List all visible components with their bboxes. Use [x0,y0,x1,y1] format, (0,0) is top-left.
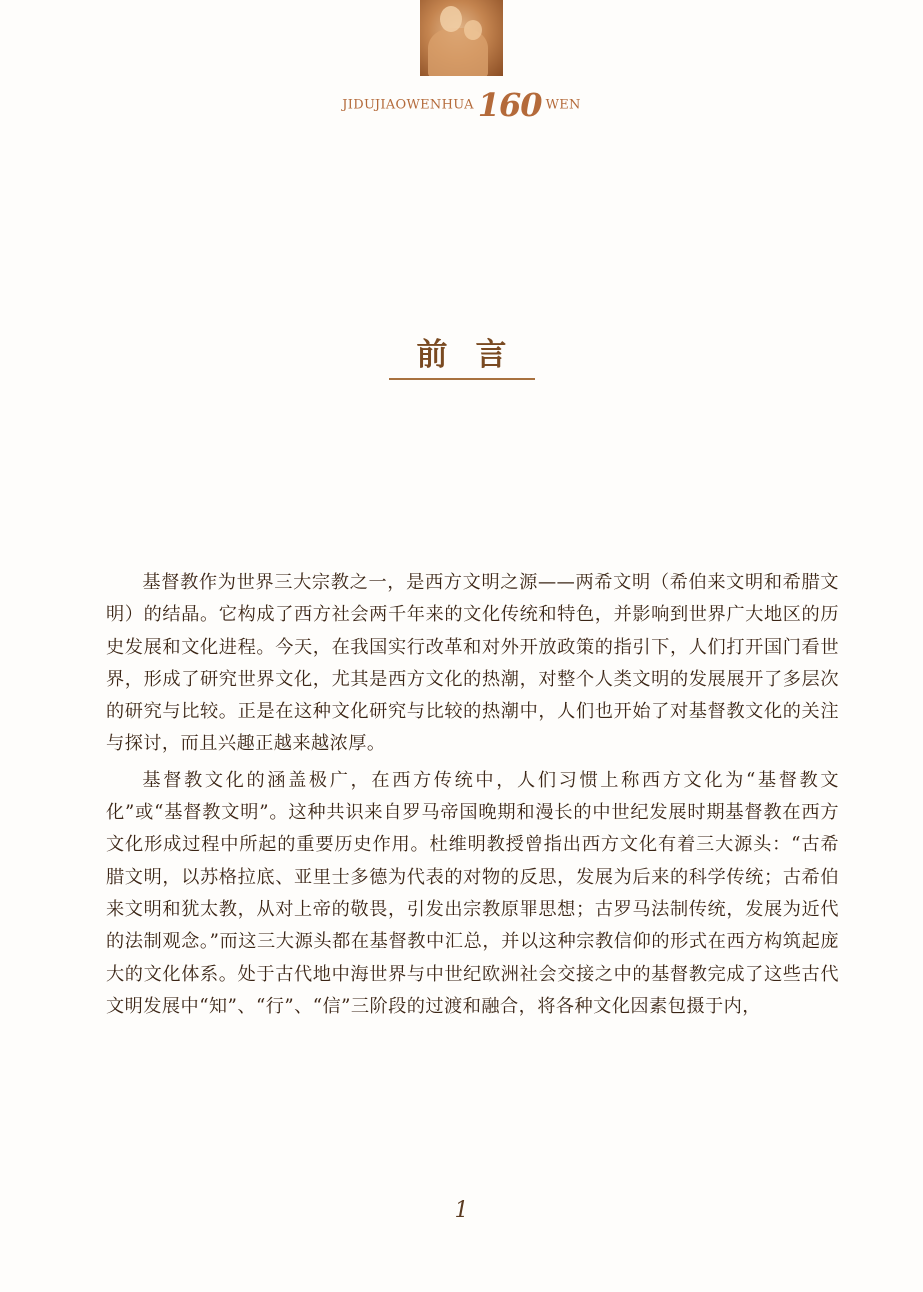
series-number: 160 [477,86,542,124]
series-header [0,86,923,124]
series-name-right: WEN [545,97,581,113]
page-number: 1 [454,1198,469,1223]
header-vignette-image [420,0,503,76]
paragraph-2: 基督教文化的涵盖极广，在西方传统中，人们习惯上称西方文化为“基督教文化”或“基督教文明”。这种共识来自罗马帝国晚期和漫长的中世纪发展时期基督教在西方文化形成过程中所起的重要历史作用。杜维明教授曾指出西方文化有着三大源头：“古希腊文明，以苏格拉底、亚里士多德为代表的对物的反思，发展为后来的科学传统；古希伯来文明和犹太教，从对上帝的敬畏，引发出宗教原罪思想；古罗马法制传统，发展为近代的法制观念。”而这三大源头都在基督教中汇总，并以这种宗教信仰的形式在西方构筑起庞大的文化体系。处于古代地中海世界与中世纪欧洲社会交接之中的基督教完成了这些古代文明发展中“知”、“行”、“信”三阶段的过渡和融合，将各种文化因素包摄于内， [106,769,839,1017]
section-title-wrap [0,336,923,380]
series-name-left: JIDUJIAOWENHUA [342,97,474,113]
body-text [106,567,839,1027]
section-title: 前言 [389,336,535,380]
paragraph-1: 基督教作为世界三大宗教之一，是西方文明之源——两希文明（希伯来文明和希腊文明）的结晶。它构成了西方社会两千年来的文化传统和特色，并影响到世界广大地区的历史发展和文化进程。今天，在我国实行改革和对外开放政策的指引下，人们打开国门看世界，形成了研究世界文化，尤其是西方文化的热潮，对整个人类文明的发展展开了多层次的研究与比较。正是在这种文化研究与比较的热潮中，人们也开始了对基督教文化的关注与探讨，而且兴趣正越来越浓厚。 [106,572,839,755]
vignette-head [440,6,462,32]
vignette-child [464,20,482,40]
